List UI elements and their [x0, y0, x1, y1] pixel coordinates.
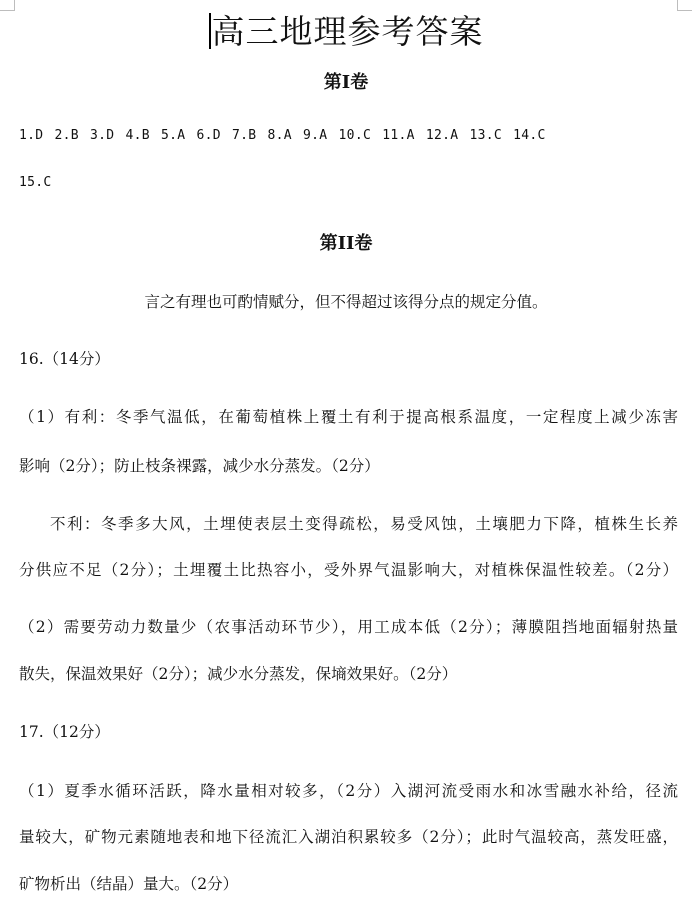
text-cursor: [209, 13, 211, 49]
q17-p1-line1: （1）夏季水循环活跃，降水量相对较多，（2分）入湖河流受雨水和冰雪融水补给，径流: [19, 782, 678, 800]
section-heading-part1: 第I卷: [323, 72, 369, 93]
q16-p1-line2: 影响（2分）；防止枝条裸露，减少水分蒸发。（2分）: [19, 457, 380, 475]
section-heading-part2: 第II卷: [319, 233, 373, 254]
document-title[interactable]: [0, 6, 692, 53]
document-title-text: 高三地理参考答案: [211, 12, 484, 51]
question-16-header: 16.（14分）: [19, 350, 110, 368]
q16-p3-line1: （2）需要劳动力数量少（农事活动环节少），用工成本低（2分）；薄膜阻挡地面辐射热量: [19, 618, 678, 636]
q16-p2-line1: 不利：冬季多大风，土埋使表层土变得疏松，易受风蚀，土壤肥力下降，植株生长养: [50, 515, 678, 533]
q16-p3-line2: 散失，保温效果好（2分）；减少水分蒸发，保墒效果好。（2分）: [19, 665, 458, 683]
answers-line-1: 1.D 2.B 3.D 4.B 5.A 6.D 7.B 8.A 9.A 10.C 11.A 12.A 13.C 14.C: [19, 128, 546, 143]
q16-p1-line1: （1）有利：冬季气温低，在葡萄植株上覆土有利于提高根系温度，一定程度上减少冻害: [19, 408, 678, 426]
grading-note: 言之有理也可酌情赋分，但不得超过该得分点的规定分值。: [144, 293, 548, 311]
q17-p1-line3: 矿物析出（结晶）量大。（2分）: [19, 875, 239, 893]
answers-line-2: 15.C: [19, 175, 52, 190]
question-17-header: 17.（12分）: [19, 723, 110, 741]
q17-p1-line2: 量较大，矿物元素随地表和地下径流汇入湖泊积累较多（2分）；此时气温较高，蒸发旺盛，: [19, 828, 678, 846]
q16-p2-line2: 分供应不足（2分）；土埋覆土比热容小，受外界气温影响大，对植株保温性较差。（2分）: [19, 561, 678, 579]
